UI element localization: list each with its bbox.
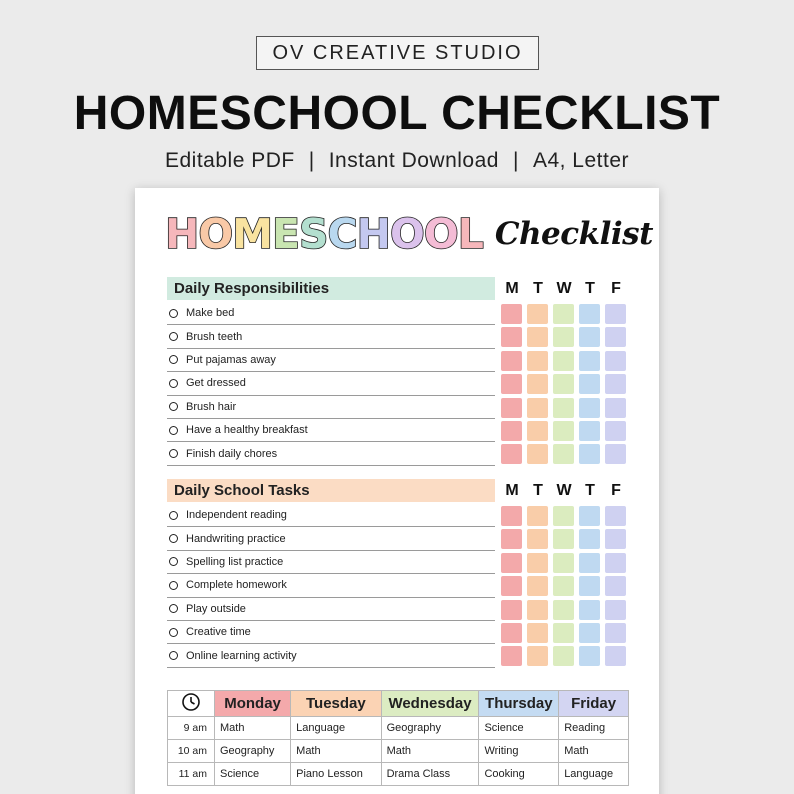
day-check-box[interactable] [527,553,548,573]
title-letter: O [389,209,424,258]
task-row [167,527,629,550]
task-row [167,621,629,644]
day-check-box[interactable] [579,374,600,394]
task-label: Creative time [186,626,251,639]
day-check-box[interactable] [527,421,548,441]
day-check-box[interactable] [527,576,548,596]
task-line [167,527,495,550]
day-check-box[interactable] [501,398,522,418]
task-checkbox[interactable] [169,557,178,566]
task-label: Make bed [186,307,235,320]
schedule-cell[interactable]: Science [215,763,291,786]
schedule-cell[interactable]: Piano Lesson [291,763,381,786]
sheet-title-checklist: Checklist [494,216,653,252]
schedule-cell[interactable]: Geography [215,740,291,763]
task-line [167,442,495,465]
day-check-box[interactable] [579,444,600,464]
schedule-row [168,763,629,786]
feature-editable: Editable PDF [164,149,295,172]
task-checkbox[interactable] [169,426,178,435]
day-check-box[interactable] [579,304,600,324]
task-line [167,574,495,597]
task-row [167,598,629,621]
task-checkbox[interactable] [169,604,178,613]
task-checkbox[interactable] [169,581,178,590]
day-check-box[interactable] [553,529,574,549]
task-row [167,442,629,465]
schedule-day-header: Thursday [479,691,559,717]
day-check-box[interactable] [579,646,600,666]
task-line [167,396,495,419]
task-row [167,551,629,574]
task-line [167,598,495,621]
schedule-row [168,740,629,763]
section-header: Daily Responsibilities [167,277,495,300]
schedule-time: 9 am [168,717,215,740]
day-check-box[interactable] [579,553,600,573]
task-label: Finish daily chores [186,447,278,460]
day-check-box[interactable] [605,374,626,394]
day-check-box[interactable] [553,351,574,371]
day-check-box[interactable] [527,529,548,549]
day-check-box[interactable] [501,444,522,464]
day-check-box[interactable] [553,398,574,418]
sheet-title [165,210,653,258]
task-label: Spelling list practice [186,555,284,568]
schedule-cell[interactable]: Language [559,763,629,786]
weekday-letter: T [533,482,543,499]
day-check-box[interactable] [605,600,626,620]
day-check-box[interactable] [553,444,574,464]
task-line [167,621,495,644]
task-checkbox[interactable] [169,355,178,364]
weekday-letter: F [611,482,621,499]
task-row [167,419,629,442]
day-check-box[interactable] [553,506,574,526]
day-check-box[interactable] [501,351,522,371]
day-check-box[interactable] [527,398,548,418]
day-check-box[interactable] [527,444,548,464]
task-row [167,349,629,372]
clock-icon [168,691,215,717]
title-letter: E [272,209,300,258]
title-letter: O [198,209,233,258]
day-check-box[interactable] [579,623,600,643]
schedule-cell[interactable]: Drama Class [381,763,479,786]
day-check-box[interactable] [553,327,574,347]
day-check-box[interactable] [579,351,600,371]
sheet-title-homeschool [165,209,483,258]
day-check-box[interactable] [527,623,548,643]
day-check-box[interactable] [605,623,626,643]
day-check-box[interactable] [553,304,574,324]
day-check-box[interactable] [527,506,548,526]
day-check-box[interactable] [605,553,626,573]
checklist-section [167,277,629,460]
day-check-box[interactable] [553,646,574,666]
section-header: Daily School Tasks [167,479,495,502]
schedule-row [168,717,629,740]
day-check-box[interactable] [605,398,626,418]
day-check-box[interactable] [501,506,522,526]
checklist-sheet [135,188,659,794]
title-letter: M [232,209,272,258]
day-check-box[interactable] [501,600,522,620]
task-label: Play outside [186,602,246,615]
task-checkbox[interactable] [169,651,178,660]
day-check-box[interactable] [605,444,626,464]
schedule-day-header: Monday [215,691,291,717]
task-line [167,325,495,348]
day-check-box[interactable] [579,506,600,526]
day-check-box[interactable] [501,623,522,643]
task-checkbox[interactable] [169,511,178,520]
title-letter: C [327,209,357,258]
title-letter: O [423,209,458,258]
task-checkbox[interactable] [169,309,178,318]
day-check-box[interactable] [527,646,548,666]
task-label: Brush hair [186,400,237,413]
brand-label: OV CREATIVE STUDIO [256,36,539,70]
day-check-box[interactable] [579,327,600,347]
schedule-cell[interactable]: Writing [479,740,559,763]
day-check-box[interactable] [553,374,574,394]
weekday-letter: F [611,280,621,297]
day-check-box[interactable] [501,553,522,573]
feature-line [0,149,794,173]
schedule-cell[interactable]: Geography [381,717,479,740]
task-label: Put pajamas away [186,353,276,366]
day-check-box[interactable] [553,421,574,441]
schedule-cell[interactable]: Math [215,717,291,740]
schedule-cell[interactable]: Language [291,717,381,740]
day-check-box[interactable] [527,351,548,371]
separator: | [308,149,315,172]
weekday-header [499,277,629,300]
schedule-cell[interactable]: Cooking [479,763,559,786]
task-label: Independent reading [186,509,287,522]
task-checkbox[interactable] [169,332,178,341]
day-check-box[interactable] [527,327,548,347]
day-check-box[interactable] [605,529,626,549]
day-check-box[interactable] [605,421,626,441]
day-check-box[interactable] [605,646,626,666]
day-check-box[interactable] [553,576,574,596]
task-line [167,644,495,667]
task-row [167,302,629,325]
task-row [167,644,629,667]
task-label: Have a healthy breakfast [186,424,308,437]
weekday-letter: T [585,280,595,297]
weekday-letter: T [585,482,595,499]
day-check-box[interactable] [553,553,574,573]
day-check-box[interactable] [579,421,600,441]
task-checkbox[interactable] [169,402,178,411]
day-check-box[interactable] [501,421,522,441]
task-line [167,349,495,372]
title-letter: L [457,209,483,258]
task-row [167,325,629,348]
schedule-day-header: Friday [559,691,629,717]
day-check-box[interactable] [527,304,548,324]
day-check-box[interactable] [527,374,548,394]
day-check-box[interactable] [553,600,574,620]
task-checkbox[interactable] [169,628,178,637]
weekday-letter: M [505,280,519,297]
task-line [167,551,495,574]
task-checkbox[interactable] [169,534,178,543]
feature-sizes: A4, Letter [532,149,629,172]
weekday-letter: M [505,482,519,499]
day-check-box[interactable] [605,327,626,347]
task-label: Handwriting practice [186,532,286,545]
schedule-cell[interactable]: Math [559,740,629,763]
day-check-box[interactable] [605,351,626,371]
schedule-cell[interactable]: Science [479,717,559,740]
schedule-time: 10 am [168,740,215,763]
weekday-letter: T [533,280,543,297]
task-label: Complete homework [186,579,287,592]
weekday-header [499,479,629,502]
task-checkbox[interactable] [169,449,178,458]
title-letter: S [299,209,328,258]
day-check-box[interactable] [501,646,522,666]
task-row [167,372,629,395]
day-check-box[interactable] [501,374,522,394]
day-check-box[interactable] [579,529,600,549]
schedule-cell[interactable]: Math [291,740,381,763]
task-row [167,574,629,597]
task-row [167,396,629,419]
weekday-letter: W [556,280,572,297]
schedule-cell[interactable]: Math [381,740,479,763]
task-checkbox[interactable] [169,379,178,388]
task-line [167,419,495,442]
day-check-box[interactable] [605,304,626,324]
task-line [167,504,495,527]
day-check-box[interactable] [553,623,574,643]
task-label: Brush teeth [186,330,243,343]
day-check-box[interactable] [579,398,600,418]
schedule-time: 11 am [168,763,215,786]
schedule-day-header: Tuesday [291,691,381,717]
day-check-box[interactable] [579,576,600,596]
title-letter: H [356,209,390,258]
task-line [167,372,495,395]
title-letter: H [165,209,199,258]
task-label: Online learning activity [186,649,297,662]
day-check-box[interactable] [605,506,626,526]
day-check-box[interactable] [579,600,600,620]
task-line [167,302,495,325]
task-label: Get dressed [186,377,246,390]
day-check-box[interactable] [501,304,522,324]
headline: HOMESCHOOL CHECKLIST [73,87,721,140]
schedule-day-header: Wednesday [381,691,479,717]
checklist-section [167,479,629,662]
feature-download: Instant Download [328,149,499,172]
day-check-box[interactable] [501,327,522,347]
task-row [167,504,629,527]
weekday-letter: W [556,482,572,499]
schedule-header-row [168,691,629,717]
day-check-box[interactable] [501,529,522,549]
day-check-box[interactable] [527,600,548,620]
weekly-schedule [167,690,629,786]
day-check-box[interactable] [501,576,522,596]
separator: | [512,149,519,172]
day-check-box[interactable] [605,576,626,596]
schedule-cell[interactable]: Reading [559,717,629,740]
